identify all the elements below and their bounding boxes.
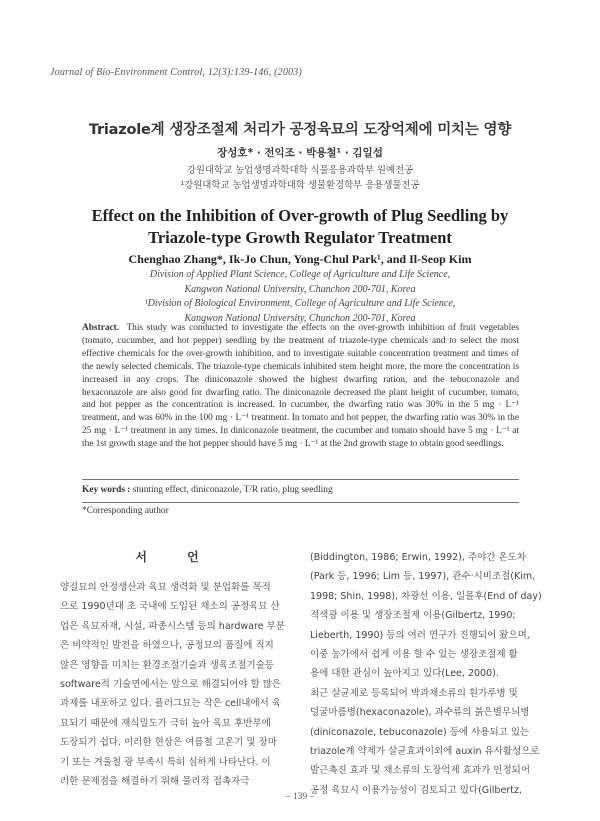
section-title-introduction: 서 언 bbox=[135, 550, 217, 564]
body-line: (diniconazole, tebuconazole) 등에 사용되고 있는 bbox=[310, 726, 530, 738]
body-line: Lieberth, 1990) 등의 여러 연구가 진행되어 왔으며, bbox=[310, 629, 530, 641]
korean-title: Triazole계 생장조절제 처리가 공정육묘의 도장억제에 미치는 영향 bbox=[88, 122, 512, 138]
english-title-line-2: Triazole-type Growth Regulator Treatment bbox=[148, 228, 452, 247]
body-line: 발근촉진 효과 및 채소류의 도장억제 효과가 인정되어 bbox=[310, 765, 531, 777]
body-line: triazole계 약제가 살균효과이외에 auxin 유사활성으로 bbox=[310, 746, 540, 758]
body-line: 공정 육묘시 이용가능성이 검토되고 있다(Gilbertz, bbox=[310, 784, 522, 796]
journal-header: Journal of Bio-Environment Control, 12(3):139-146, (2003) bbox=[50, 67, 303, 78]
abstract bbox=[82, 322, 519, 451]
keywords-label: Key words : bbox=[82, 485, 131, 495]
english-title bbox=[0, 205, 600, 249]
english-affiliations bbox=[0, 268, 600, 326]
right-column bbox=[310, 548, 546, 800]
body-line: 이중 농가에서 쉽게 이용 할 수 있는 생장조절제 활 bbox=[310, 649, 518, 661]
body-line: 러한 문제점을 해결하기 위해 물리적 접촉자극 bbox=[60, 776, 250, 788]
english-affiliation-line-1: Division of Applied Plant Science, College of Agriculture and Life Science, bbox=[149, 269, 451, 280]
body-line: (Park 등, 1996; Lim 등, 1997), 관수·시비조절(Kim, bbox=[310, 571, 536, 583]
keywords-text: stunting effect, diniconazole, T/R ratio, plug seedling bbox=[132, 485, 333, 495]
body-line: 도장되기 쉽다. 이러한 현상은 여름철 고온기 및 장마 bbox=[60, 737, 277, 749]
keywords bbox=[82, 485, 333, 495]
english-title-line-1: Effect on the Inhibition of Over-growth of Plug Seedling by bbox=[91, 206, 509, 225]
body-line: 은 비약적인 발전을 하였으나, 공정묘의 품질에 직지 bbox=[60, 640, 274, 652]
page-number: – 139 – bbox=[285, 792, 315, 802]
body-line: 기 또는 겨울철 광 부족시 특히 심하게 나타난다. 이 bbox=[60, 756, 271, 768]
korean-affiliation-1: 강원대학교 농업생명과학대학 식물응용과학부 원예전공 bbox=[186, 165, 414, 176]
body-line: 양질묘의 안정생산과 육묘 생력화 및 분업화를 목적 bbox=[60, 582, 271, 593]
body-line: 묘되기 때문에 재식밀도가 극히 높아 육묘 후반부에 bbox=[60, 717, 271, 729]
body-line: (Biddington, 1986; Erwin, 1992), 주야간 온도차 bbox=[310, 552, 526, 563]
body-line: 않은 영향을 미치는 환경조절기술과 생육조절기술등 bbox=[60, 659, 274, 671]
left-column bbox=[60, 578, 297, 791]
abstract-text: This study was conducted to investigate the effects on the over-growth inhibition of fruit vegetables (tomato, cucumber, and hot pepper) seedling by the treatment of triazole-type chemicals and to select the most effective chemicals for the over-growth inhibition, and to investigate suitable concentration treatment and times of the newly selected chemicals. The triazole-type chemicals inhibited stem height more, the more the concentration is increased in any crops. The diniconazole showed the highest dwarfing ration, and the tebuconazole and hexaconazole are also good for dwarfing ratio. The diniconazole decreased the plant height of cucumber, tomato, and hot pepper as the concentration is increased. In cucumber, the dwarfing ratio was 30% in the 5 mg · L⁻¹ treatment, and was 60% in the 100 mg · L⁻¹ treatment. In tomato and hot pepper, the dwarfing ratio was 30% in the 25 mg · L⁻¹ treatment in any times. In diniconazole treatment, the cucumber and tomato should have 5 mg · L⁻¹ at the 1st growth stage and the hot pepper should have 5 mg · L⁻¹ at the 2nd growth stage to obtain good seedlings. bbox=[82, 323, 519, 450]
korean-affiliation-2: ¹강원대학교 농업생명과학대학 생물환경학부 응용생물전공 bbox=[180, 180, 420, 191]
body-line: 1998; Shin, 1998), 차광선 이용, 일몰후(End of day) bbox=[310, 590, 542, 602]
body-line: 으로 1990년대 초 국내에 도입된 채소의 공정육묘 산 bbox=[60, 601, 280, 613]
english-authors: Chenghao Zhang*, Ik-Jo Chun, Yong-Chul Park¹, and Il-Seop Kim bbox=[128, 252, 472, 266]
body-line: 최근 살균제로 등록되어 박과채소류의 흰가루병 및 bbox=[310, 687, 518, 699]
english-affiliation-line-2: Kangwon National University, Chunchon 200-701, Korea bbox=[184, 283, 416, 295]
corresponding-author-note: *Corresponding author bbox=[82, 506, 169, 516]
divider-top bbox=[82, 479, 519, 480]
body-line: 과제를 내포하고 있다. 플러그묘는 작은 cell내에서 육 bbox=[60, 698, 282, 710]
abstract-label: Abstract. bbox=[82, 323, 120, 333]
divider-bottom bbox=[82, 502, 519, 503]
korean-authors: 장성호* · 전익조 · 박용철¹ · 김일섭 bbox=[217, 147, 383, 159]
body-line: 용에 대한 관심이 높아지고 있다(Lee, 2000). bbox=[310, 668, 499, 680]
body-line: 덩굴마름병(hexaconazole), 과수류의 붉은별무늬병 bbox=[310, 707, 530, 719]
body-line: 적색광 이용 및 생장조절제 이용(Gilbertz, 1990; bbox=[310, 610, 516, 622]
body-line: software적 기술면에서는 앞으로 해결되어야 할 많은 bbox=[60, 679, 282, 691]
english-affiliation-line-4: Kangwon National University, Chunchon 200-701, Korea bbox=[184, 312, 416, 324]
body-line: 업은 육묘자재, 시설, 파종시스템 등의 hardware 부분 bbox=[60, 620, 285, 632]
english-affiliation-line-3: ¹Division of Biological Environment, College of Agriculture and Life Science, bbox=[144, 298, 456, 310]
